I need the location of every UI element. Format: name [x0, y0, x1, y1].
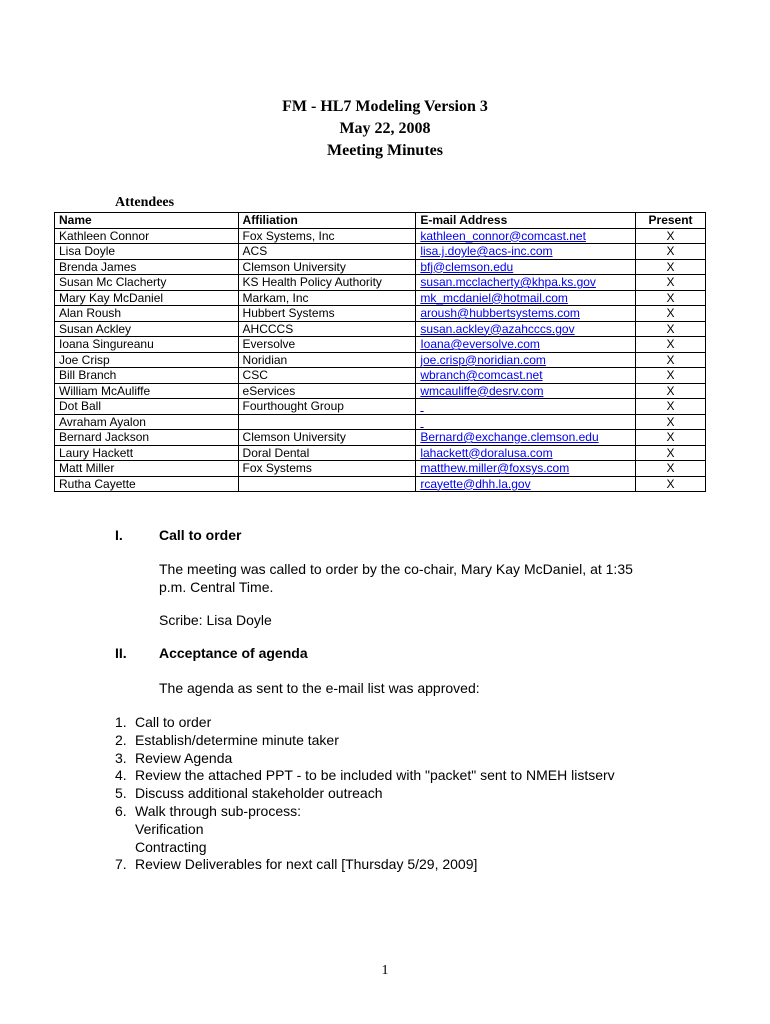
table-header-row	[55, 213, 706, 229]
attendee-name: Mary Kay McDaniel	[55, 290, 239, 306]
section-2-number: II.	[115, 645, 127, 661]
attendee-email-link[interactable]: mk_mcdaniel@hotmail.com	[416, 290, 636, 306]
list-item	[115, 785, 615, 803]
attendees-table	[54, 212, 706, 492]
list-item-number: 5.	[115, 785, 127, 802]
attendee-affiliation: Doral Dental	[238, 445, 416, 461]
table-row	[55, 430, 706, 446]
list-item	[115, 767, 615, 785]
attendee-affiliation: CSC	[238, 368, 416, 384]
attendee-name: Bill Branch	[55, 368, 239, 384]
column-header-affiliation: Affiliation	[238, 213, 416, 229]
attendee-name: Susan Mc Clacherty	[55, 275, 239, 291]
list-item	[115, 732, 615, 750]
list-item-text: Review Deliverables for next call [Thursday 5/29, 2009]	[135, 856, 478, 873]
column-header-present: Present	[636, 213, 706, 229]
attendee-name: Kathleen Connor	[55, 228, 239, 244]
table-row	[55, 383, 706, 399]
attendee-email-link[interactable]: bfj@clemson.edu	[416, 259, 636, 275]
attendee-name: Ioana Singureanu	[55, 337, 239, 353]
attendee-present: X	[636, 399, 706, 415]
attendee-name: Laury Hackett	[55, 445, 239, 461]
list-item	[115, 803, 615, 821]
table-row	[55, 476, 706, 492]
attendee-present: X	[636, 228, 706, 244]
attendee-present: X	[636, 290, 706, 306]
title-line-1: FM - HL7 Modeling Version 3	[282, 98, 488, 115]
list-item-text: Discuss additional stakeholder outreach	[135, 785, 383, 802]
document-title	[0, 96, 770, 162]
attendee-affiliation: Clemson University	[238, 259, 416, 275]
attendee-email-link[interactable]: Ioana@eversolve.com	[416, 337, 636, 353]
attendee-name: Joe Crisp	[55, 352, 239, 368]
table-row	[55, 259, 706, 275]
table-row	[55, 321, 706, 337]
list-item-number: 2.	[115, 731, 127, 748]
attendee-email-link[interactable]	[416, 414, 636, 430]
attendee-present: X	[636, 321, 706, 337]
attendee-present: X	[636, 383, 706, 399]
table-row	[55, 306, 706, 322]
attendee-affiliation: eServices	[238, 383, 416, 399]
table-row	[55, 244, 706, 260]
section-1-title: Call to order	[159, 527, 242, 543]
section-2-title: Acceptance of agenda	[159, 645, 308, 661]
attendee-affiliation	[238, 414, 416, 430]
attendee-present: X	[636, 259, 706, 275]
attendee-affiliation: KS Health Policy Authority	[238, 275, 416, 291]
attendee-present: X	[636, 352, 706, 368]
attendee-email-link[interactable]: susan.mcclacherty@khpa.ks.gov	[416, 275, 636, 291]
attendee-present: X	[636, 337, 706, 353]
attendee-affiliation: Markam, Inc	[238, 290, 416, 306]
table-row	[55, 399, 706, 415]
list-item-number: 1.	[115, 714, 127, 730]
attendee-email-link[interactable]: matthew.miller@foxsys.com	[416, 461, 636, 477]
attendee-present: X	[636, 306, 706, 322]
section-1-number: I.	[115, 527, 123, 543]
attendee-name: Lisa Doyle	[55, 244, 239, 260]
page-number: 1	[381, 963, 389, 978]
attendee-affiliation: Fox Systems, Inc	[238, 228, 416, 244]
attendee-affiliation: Fourthought Group	[238, 399, 416, 415]
column-header-email: E-mail Address	[416, 213, 636, 229]
attendee-affiliation: Hubbert Systems	[238, 306, 416, 322]
list-item-number: 3.	[115, 749, 127, 766]
list-item-text: Establish/determine minute taker	[135, 731, 339, 748]
attendee-name: William McAuliffe	[55, 383, 239, 399]
attendee-affiliation: Fox Systems	[238, 461, 416, 477]
table-row	[55, 337, 706, 353]
column-header-name: Name	[55, 213, 239, 229]
attendee-present: X	[636, 368, 706, 384]
table-row	[55, 228, 706, 244]
attendee-email-link[interactable]: lisa.j.doyle@acs-inc.com	[416, 244, 636, 260]
attendee-affiliation: AHCCCS	[238, 321, 416, 337]
list-item	[115, 856, 615, 874]
attendee-name: Dot Ball	[55, 399, 239, 415]
attendee-name: Susan Ackley	[55, 321, 239, 337]
title-line-2: May 22, 2008	[339, 120, 431, 137]
list-item-text: Call to order	[135, 714, 212, 730]
attendee-present: X	[636, 275, 706, 291]
table-row	[55, 414, 706, 430]
attendee-name: Rutha Cayette	[55, 476, 239, 492]
attendee-email-link[interactable]: wmcauliffe@desrv.com	[416, 383, 636, 399]
attendee-name: Bernard Jackson	[55, 430, 239, 446]
list-item-text: Review Agenda	[135, 749, 233, 766]
attendee-email-link[interactable]: joe.crisp@noridian.com	[416, 352, 636, 368]
list-item	[115, 750, 615, 768]
attendee-email-link[interactable]: lahackett@doralusa.com	[416, 445, 636, 461]
attendee-email-link[interactable]: aroush@hubbertsystems.com	[416, 306, 636, 322]
title-line-3: Meeting Minutes	[327, 142, 443, 159]
table-row	[55, 461, 706, 477]
attendee-email-link[interactable]	[416, 399, 636, 415]
table-row	[55, 445, 706, 461]
attendee-present: X	[636, 445, 706, 461]
attendee-name: Brenda James	[55, 259, 239, 275]
agenda-list	[115, 714, 615, 874]
attendee-name: Alan Roush	[55, 306, 239, 322]
attendee-email-link[interactable]: wbranch@comcast.net	[416, 368, 636, 384]
sub-item-contracting: Contracting	[135, 838, 207, 855]
attendee-email-link[interactable]: kathleen_connor@comcast.net	[416, 228, 636, 244]
attendee-affiliation: Noridian	[238, 352, 416, 368]
attendee-email-link[interactable]: susan.ackley@azahcccs.gov	[416, 321, 636, 337]
list-item-number: 6.	[115, 802, 127, 819]
attendee-affiliation: Clemson University	[238, 430, 416, 446]
attendee-affiliation: ACS	[238, 244, 416, 260]
table-row	[55, 290, 706, 306]
attendee-name: Matt Miller	[55, 461, 239, 477]
list-item-number: 7.	[115, 856, 127, 873]
section-1-paragraph: The meeting was called to order by the co-chair, Mary Kay McDaniel, at 1:35 p.m. Central Time.	[159, 561, 633, 595]
table-row	[55, 275, 706, 291]
table-row	[55, 368, 706, 384]
attendee-affiliation: Eversolve	[238, 337, 416, 353]
attendee-email-link[interactable]: rcayette@dhh.la.gov	[416, 476, 636, 492]
table-row	[55, 352, 706, 368]
attendee-present: X	[636, 244, 706, 260]
attendee-present: X	[636, 476, 706, 492]
attendee-email-link[interactable]: Bernard@exchange.clemson.edu	[416, 430, 636, 446]
list-item-number: 4.	[115, 767, 127, 784]
list-item-text: Walk through sub-process:	[135, 802, 301, 819]
attendee-present: X	[636, 461, 706, 477]
attendee-affiliation	[238, 476, 416, 492]
section-2-paragraph: The agenda as sent to the e-mail list was approved:	[159, 680, 480, 696]
list-item-text: Review the attached PPT - to be included with "packet" sent to NMEH listserv	[135, 767, 615, 784]
attendees-heading: Attendees	[115, 195, 175, 210]
attendee-name: Avraham Ayalon	[55, 414, 239, 430]
attendee-present: X	[636, 430, 706, 446]
attendee-present: X	[636, 414, 706, 430]
list-item	[115, 714, 615, 732]
scribe-line: Scribe: Lisa Doyle	[159, 612, 272, 628]
sub-item-verification: Verification	[135, 820, 204, 837]
